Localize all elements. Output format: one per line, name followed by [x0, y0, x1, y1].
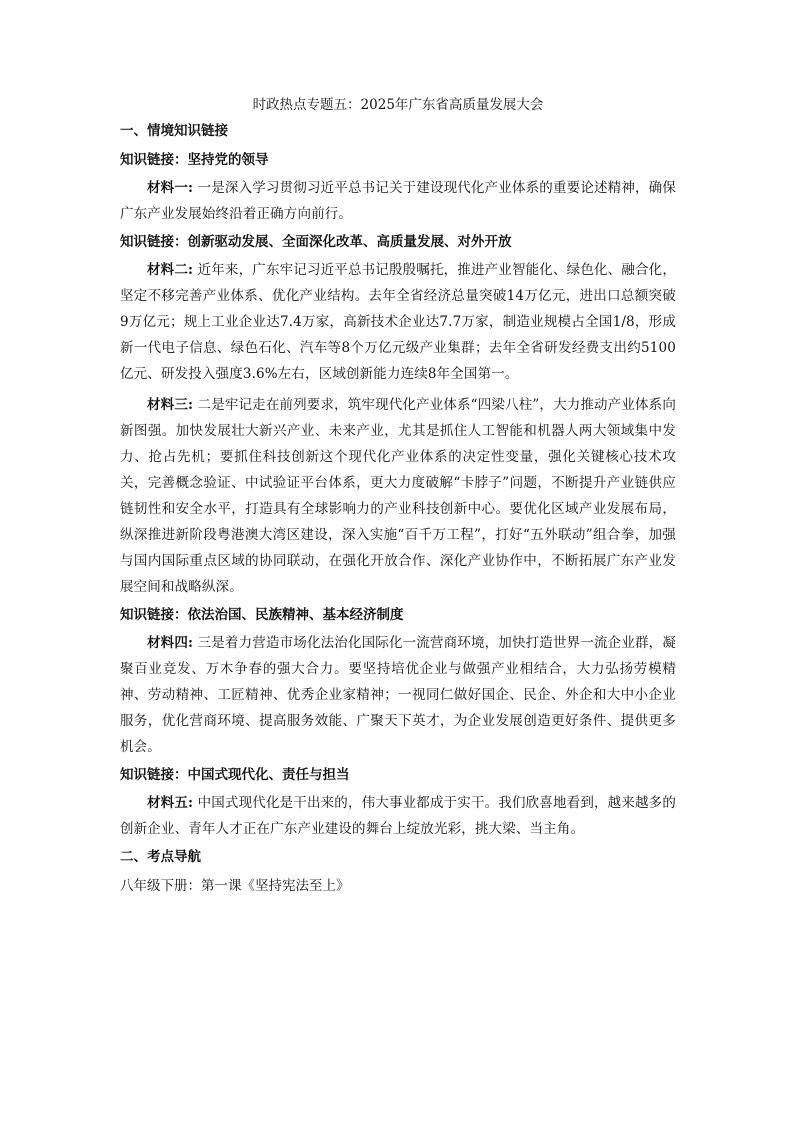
knowledge-link-3: 知识链接：依法治国、民族精神、基本经济制度: [120, 607, 404, 623]
material-text: 中国式现代化是干出来的，伟大事业都成于实干。我们欣喜地看到，越来越多的创新企业、青年人才正在广东产业建设的舞台上绽放光彩，挑大梁、当主角。: [120, 795, 676, 837]
material-paragraph-3: [120, 392, 676, 600]
material-paragraph-2: [120, 257, 676, 387]
material-text: 二是牢记走在前列要求，筑牢现代化产业体系“四梁八柱”，大力推动产业体系向新图强。加快发展壮大新兴产业、未来产业，尤其是抓住人工智能和机器人两大领域集中发力、抢占先机；要抓住科技创新这个现代化产业体系的决定性变量，强化关键核心技术攻关，完善概念验证、中试验证平台体系，更大力度破解“卡脖子”问题，不断提升产业链供应链韧性和安全水平，打造具有全球影响力的产业科技创新中心。要优化区域产业发展布局，纵深推进新阶段粤港澳大湾区建设，深入实施“百千万工程”，打好“五外联动”组合拳，加强与国内国际重点区域的协同联动，在强化开放合作、深化产业协作中，不断拓展广东产业发展空间和战略纵深。: [120, 397, 676, 595]
material-label: 材料二:: [147, 262, 194, 278]
material-label: 材料五:: [147, 795, 194, 811]
material-label: 材料四:: [147, 635, 194, 651]
knowledge-link-4: 知识链接：中国式现代化、责任与担当: [120, 767, 350, 783]
page-title: 时政热点专题五：2025年广东省高质量发展大会: [252, 97, 544, 113]
document-page: [120, 95, 676, 896]
section-heading-2: 二、考点导航: [120, 849, 201, 865]
material-paragraph-5: [120, 790, 676, 842]
material-text: 三是着力营造市场化法治化国际化一流营商环境，加快打造世界一流企业群，凝聚百业竞发、万木争春的强大合力。要坚持培优企业与做强产业相结合，大力弘扬劳模精神、劳动精神、工匠精神、优秀企业家精神；一视同仁做好国企、民企、外企和大中小企业服务，优化营商环境、提高服务效能、广聚天下英才，为企业发展创造更好条件、提供更多机会。: [120, 635, 676, 755]
knowledge-link-1: 知识链接：坚持党的领导: [120, 152, 269, 168]
material-label: 材料三:: [147, 397, 194, 413]
material-paragraph-1: [120, 175, 676, 227]
section-heading-1: 一、情境知识链接: [120, 123, 228, 139]
material-text: 一是深入学习贯彻习近平总书记关于建设现代化产业体系的重要论述精神，确保广东产业发展始终沿着正确方向前行。: [120, 180, 676, 222]
material-label: 材料一:: [147, 180, 194, 196]
material-text: 近年来，广东牢记习近平总书记殷殷嘱托，推进产业智能化、绿色化、融合化，坚定不移完善产业体系、优化产业结构。去年全省经济总量突破14万亿元，进出口总额突破9万亿元；规上工业企业达7.4万家，高新技术企业达7.7万家，制造业规模占全国1/8，形成新一代电子信息、绿色石化、汽车等8个万亿元级产业集群；去年全省研发经费支出约5100亿元、研发投入强度3.6%左右，区域创新能力连续8年全国第一。: [120, 262, 676, 382]
material-paragraph-4: [120, 630, 676, 760]
exam-point-line: 八年级下册：第一课《坚持宪法至上》: [120, 878, 350, 894]
knowledge-link-2: 知识链接：创新驱动发展、全面深化改革、高质量发展、对外开放: [120, 234, 512, 250]
